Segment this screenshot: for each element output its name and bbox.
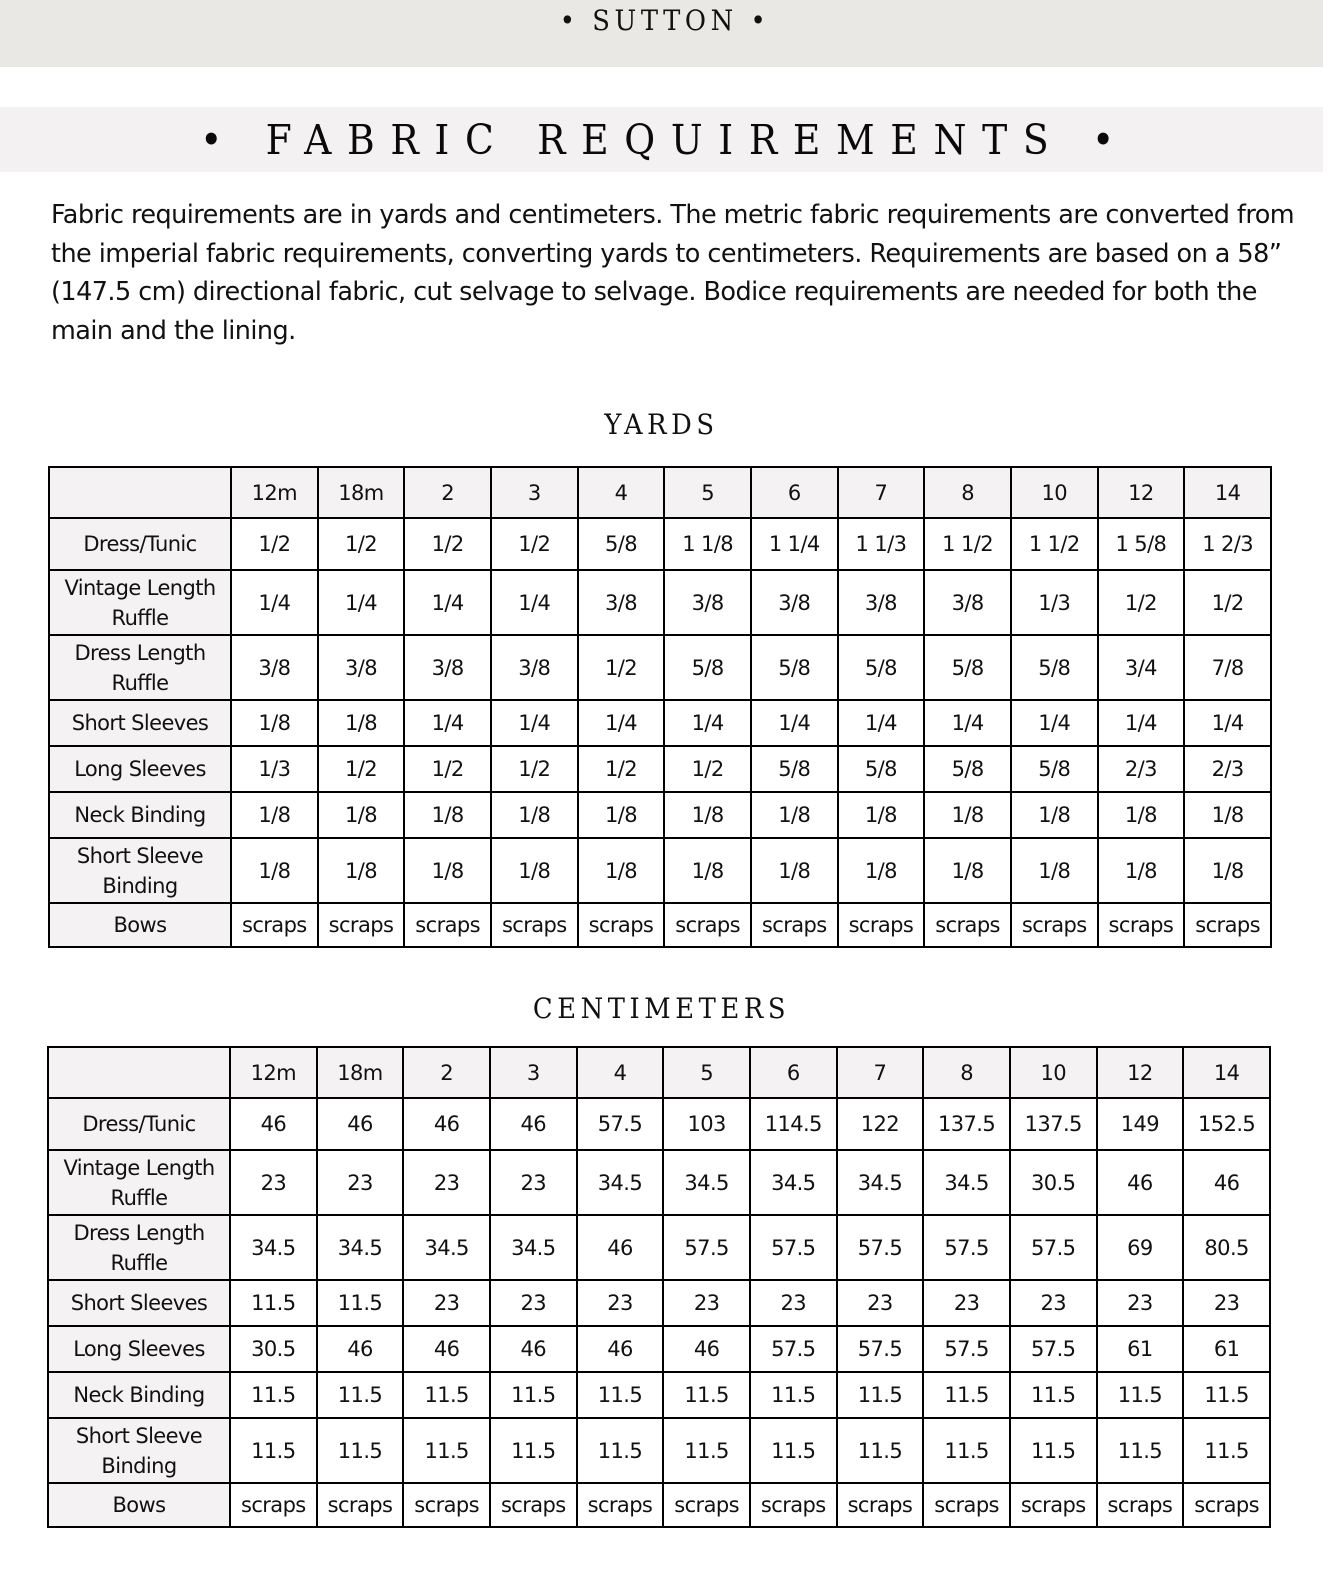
table-cell: 1/4: [491, 700, 578, 746]
table-cell: 11.5: [923, 1418, 1010, 1483]
table-cell: 1/4: [491, 570, 578, 635]
table-cell: 11.5: [230, 1418, 317, 1483]
yards-section-title: YARDS: [604, 408, 719, 441]
intro-paragraph: Fabric requirements are in yards and centimeters. The metric fabric requirements are converted from the imperial fabric requirements, converting yards to centimeters. Requirements are based on a 58” (147.5 cm) directional fabric, cut selvage to selvage. Bodice requirements are needed for both the main and the lining.: [51, 200, 1295, 346]
table-cell: 2/3: [1184, 746, 1271, 792]
table-cell: 11.5: [750, 1372, 837, 1418]
table-cell: scraps: [1184, 903, 1271, 947]
table-cell: scraps: [231, 903, 318, 947]
table-cell: 11.5: [1010, 1418, 1097, 1483]
row-label: Neck Binding: [49, 792, 231, 838]
table-cell: 1/4: [404, 700, 491, 746]
table-cell: 11.5: [317, 1418, 404, 1483]
table-cell: 1/2: [491, 746, 578, 792]
table-cell: 1/8: [578, 792, 665, 838]
table-cell: 11.5: [663, 1372, 750, 1418]
table-cell: 11.5: [1097, 1418, 1184, 1483]
table-cell: scraps: [924, 903, 1011, 947]
table-cell: scraps: [1098, 903, 1185, 947]
table-cell: 46: [1183, 1150, 1270, 1215]
table-cell: 46: [577, 1215, 664, 1280]
size-header: 8: [924, 467, 1011, 518]
table-cell: 5/8: [751, 746, 838, 792]
table-cell: 11.5: [490, 1418, 577, 1483]
table-cell: 1/2: [404, 746, 491, 792]
table-cell: 1/2: [318, 746, 405, 792]
table-cell: 46: [1097, 1150, 1184, 1215]
size-header: 4: [577, 1047, 664, 1098]
table-cell: scraps: [751, 903, 838, 947]
table-cell: 34.5: [230, 1215, 317, 1280]
table-cell: 23: [1097, 1280, 1184, 1326]
table-row: [48, 1150, 1270, 1215]
table-cell: scraps: [837, 1483, 924, 1527]
table-cell: 11.5: [837, 1418, 924, 1483]
table-cell: 30.5: [1010, 1150, 1097, 1215]
table-cell: 5/8: [664, 635, 751, 700]
table-cell: 34.5: [577, 1150, 664, 1215]
table-cell: 1/8: [1184, 792, 1271, 838]
table-cell: 1/8: [924, 838, 1011, 903]
table-row: [49, 635, 1271, 700]
size-header: 14: [1183, 1047, 1270, 1098]
centimeters-section-title: CENTIMETERS: [532, 992, 791, 1025]
size-header: 10: [1011, 467, 1098, 518]
row-label: Vintage Length Ruffle: [48, 1150, 230, 1215]
table-cell: 1/4: [664, 700, 751, 746]
table-cell: 30.5: [230, 1326, 317, 1372]
size-header: 3: [491, 467, 578, 518]
table-cell: 1/4: [924, 700, 1011, 746]
size-header: 12m: [230, 1047, 317, 1098]
table-cell: 57.5: [1010, 1326, 1097, 1372]
table-cell: 1/8: [491, 838, 578, 903]
table-cell: 23: [230, 1150, 317, 1215]
table-cell: 57.5: [577, 1098, 664, 1150]
table-header-row: [49, 467, 1271, 518]
row-label: Bows: [48, 1483, 230, 1527]
table-cell: 5/8: [1011, 746, 1098, 792]
table-cell: 11.5: [1097, 1372, 1184, 1418]
table-cell: 1 1/3: [838, 518, 925, 570]
table-cell: 1/4: [231, 570, 318, 635]
table-row: [49, 700, 1271, 746]
table-cell: 1/8: [231, 838, 318, 903]
table-cell: 5/8: [924, 635, 1011, 700]
table-cell: scraps: [230, 1483, 317, 1527]
table-cell: 1/4: [838, 700, 925, 746]
table-cell: 34.5: [663, 1150, 750, 1215]
row-label: Dress Length Ruffle: [49, 635, 231, 700]
table-cell: 1 1/4: [751, 518, 838, 570]
table-row: [48, 1418, 1270, 1483]
table-cell: 1/8: [838, 792, 925, 838]
centimeters-table: [47, 1046, 1271, 1528]
corner-cell: [48, 1047, 230, 1098]
table-cell: 3/8: [751, 570, 838, 635]
table-row: [49, 746, 1271, 792]
table-cell: 46: [317, 1098, 404, 1150]
table-cell: 1/8: [231, 700, 318, 746]
table-row: [49, 570, 1271, 635]
table-cell: 46: [230, 1098, 317, 1150]
table-cell: 1/2: [1184, 570, 1271, 635]
table-cell: 122: [837, 1098, 924, 1150]
table-cell: 1/3: [1011, 570, 1098, 635]
table-cell: scraps: [838, 903, 925, 947]
table-cell: 23: [1183, 1280, 1270, 1326]
table-cell: 103: [663, 1098, 750, 1150]
table-header-row: [48, 1047, 1270, 1098]
yards-table: [48, 466, 1272, 948]
size-header: 5: [664, 467, 751, 518]
row-label: Vintage Length Ruffle: [49, 570, 231, 635]
table-cell: 34.5: [923, 1150, 1010, 1215]
table-cell: 114.5: [750, 1098, 837, 1150]
table-cell: 1/8: [1011, 838, 1098, 903]
table-cell: 1 5/8: [1098, 518, 1185, 570]
size-header: 2: [404, 467, 491, 518]
table-cell: 5/8: [838, 635, 925, 700]
table-cell: 80.5: [1183, 1215, 1270, 1280]
table-cell: 11.5: [577, 1418, 664, 1483]
table-cell: 1 1/8: [664, 518, 751, 570]
table-cell: 3/8: [491, 635, 578, 700]
size-header: 7: [837, 1047, 924, 1098]
size-header: 12: [1097, 1047, 1184, 1098]
table-cell: 11.5: [663, 1418, 750, 1483]
table-cell: scraps: [403, 1483, 490, 1527]
table-cell: 11.5: [317, 1280, 404, 1326]
table-cell: 23: [317, 1150, 404, 1215]
size-header: 6: [751, 467, 838, 518]
row-label: Long Sleeves: [49, 746, 231, 792]
table-row: [49, 792, 1271, 838]
table-cell: 3/4: [1098, 635, 1185, 700]
table-cell: 149: [1097, 1098, 1184, 1150]
table-cell: 1/8: [1098, 838, 1185, 903]
table-cell: 34.5: [317, 1215, 404, 1280]
table-cell: 57.5: [923, 1215, 1010, 1280]
row-label: Short Sleeves: [49, 700, 231, 746]
page-title: • FABRIC REQUIREMENTS •: [200, 116, 1130, 164]
row-label: Dress/Tunic: [48, 1098, 230, 1150]
table-row: [48, 1483, 1270, 1527]
table-row: [48, 1326, 1270, 1372]
table-cell: 1/8: [751, 838, 838, 903]
table-cell: 1/4: [318, 570, 405, 635]
table-cell: 23: [750, 1280, 837, 1326]
table-cell: 7/8: [1184, 635, 1271, 700]
table-cell: 11.5: [230, 1280, 317, 1326]
table-cell: 46: [403, 1098, 490, 1150]
row-label: Bows: [49, 903, 231, 947]
table-cell: 1/8: [318, 792, 405, 838]
table-cell: 57.5: [750, 1215, 837, 1280]
size-header: 4: [578, 467, 665, 518]
table-cell: 11.5: [837, 1372, 924, 1418]
table-cell: 3/8: [924, 570, 1011, 635]
table-cell: 23: [1010, 1280, 1097, 1326]
size-header: 18m: [317, 1047, 404, 1098]
size-header: 3: [490, 1047, 577, 1098]
table-cell: 57.5: [923, 1326, 1010, 1372]
table-cell: 1/2: [231, 518, 318, 570]
table-cell: 1/8: [578, 838, 665, 903]
size-header: 2: [403, 1047, 490, 1098]
table-row: [48, 1215, 1270, 1280]
table-cell: 1/4: [1184, 700, 1271, 746]
table-cell: 11.5: [230, 1372, 317, 1418]
table-cell: scraps: [664, 903, 751, 947]
table-cell: 1/8: [664, 838, 751, 903]
table-cell: 3/8: [404, 635, 491, 700]
table-cell: 61: [1097, 1326, 1184, 1372]
table-cell: 23: [403, 1150, 490, 1215]
table-cell: 1/4: [404, 570, 491, 635]
table-cell: 152.5: [1183, 1098, 1270, 1150]
table-cell: 1/8: [318, 838, 405, 903]
table-cell: 1/8: [1098, 792, 1185, 838]
table-cell: 5/8: [751, 635, 838, 700]
table-cell: 57.5: [663, 1215, 750, 1280]
table-cell: scraps: [1097, 1483, 1184, 1527]
row-label: Short Sleeve Binding: [49, 838, 231, 903]
table-cell: 46: [317, 1326, 404, 1372]
table-cell: 1/8: [491, 792, 578, 838]
table-cell: 1/8: [1184, 838, 1271, 903]
table-row: [49, 518, 1271, 570]
table-cell: 1/8: [664, 792, 751, 838]
table-cell: 11.5: [750, 1418, 837, 1483]
table-cell: scraps: [663, 1483, 750, 1527]
table-cell: 1/4: [1011, 700, 1098, 746]
table-cell: 46: [490, 1326, 577, 1372]
table-cell: scraps: [577, 1483, 664, 1527]
row-label: Dress/Tunic: [49, 518, 231, 570]
table-cell: 46: [663, 1326, 750, 1372]
table-cell: 34.5: [490, 1215, 577, 1280]
table-cell: 23: [577, 1280, 664, 1326]
table-cell: 1/4: [751, 700, 838, 746]
row-label: Short Sleeves: [48, 1280, 230, 1326]
table-cell: 1 1/2: [924, 518, 1011, 570]
table-cell: 23: [923, 1280, 1010, 1326]
table-cell: 61: [1183, 1326, 1270, 1372]
table-cell: 137.5: [923, 1098, 1010, 1150]
table-cell: 1/4: [578, 700, 665, 746]
table-cell: 1/3: [231, 746, 318, 792]
row-label: Short Sleeve Binding: [48, 1418, 230, 1483]
table-cell: 11.5: [1010, 1372, 1097, 1418]
table-cell: scraps: [1010, 1483, 1097, 1527]
table-cell: 34.5: [750, 1150, 837, 1215]
table-cell: 11.5: [1183, 1372, 1270, 1418]
table-cell: scraps: [404, 903, 491, 947]
table-cell: 1/2: [578, 746, 665, 792]
table-cell: 23: [403, 1280, 490, 1326]
size-header: 6: [750, 1047, 837, 1098]
row-label: Long Sleeves: [48, 1326, 230, 1372]
table-cell: 1 1/2: [1011, 518, 1098, 570]
table-cell: 11.5: [403, 1418, 490, 1483]
table-cell: 3/8: [838, 570, 925, 635]
table-cell: 1/2: [404, 518, 491, 570]
table-cell: 23: [490, 1150, 577, 1215]
table-cell: 34.5: [837, 1150, 924, 1215]
table-cell: 137.5: [1010, 1098, 1097, 1150]
table-cell: 57.5: [837, 1326, 924, 1372]
table-cell: 23: [490, 1280, 577, 1326]
size-header: 12: [1098, 467, 1185, 518]
table-cell: 1/2: [318, 518, 405, 570]
table-cell: 5/8: [838, 746, 925, 792]
size-header: 14: [1184, 467, 1271, 518]
table-cell: scraps: [923, 1483, 1010, 1527]
table-cell: 5/8: [1011, 635, 1098, 700]
size-header: 12m: [231, 467, 318, 518]
table-cell: 11.5: [577, 1372, 664, 1418]
table-cell: 11.5: [923, 1372, 1010, 1418]
table-cell: 2/3: [1098, 746, 1185, 792]
size-header: 7: [838, 467, 925, 518]
table-cell: 1/8: [1011, 792, 1098, 838]
table-cell: 23: [837, 1280, 924, 1326]
table-cell: 5/8: [924, 746, 1011, 792]
table-row: [49, 838, 1271, 903]
table-cell: 46: [577, 1326, 664, 1372]
table-cell: scraps: [1183, 1483, 1270, 1527]
table-cell: 11.5: [490, 1372, 577, 1418]
table-cell: 1/8: [838, 838, 925, 903]
table-cell: 11.5: [403, 1372, 490, 1418]
row-label: Neck Binding: [48, 1372, 230, 1418]
table-cell: 1 2/3: [1184, 518, 1271, 570]
size-header: 18m: [318, 467, 405, 518]
table-cell: 5/8: [578, 518, 665, 570]
table-cell: 69: [1097, 1215, 1184, 1280]
table-cell: 1/2: [491, 518, 578, 570]
size-header: 8: [923, 1047, 1010, 1098]
size-header: 10: [1010, 1047, 1097, 1098]
table-cell: scraps: [750, 1483, 837, 1527]
table-cell: 57.5: [1010, 1215, 1097, 1280]
table-row: [48, 1372, 1270, 1418]
table-cell: 1/8: [404, 838, 491, 903]
size-header: 5: [663, 1047, 750, 1098]
table-cell: 23: [663, 1280, 750, 1326]
table-cell: scraps: [491, 903, 578, 947]
table-cell: scraps: [318, 903, 405, 947]
table-cell: scraps: [317, 1483, 404, 1527]
table-cell: scraps: [1011, 903, 1098, 947]
row-label: Dress Length Ruffle: [48, 1215, 230, 1280]
table-cell: 1/2: [1098, 570, 1185, 635]
table-cell: 1/8: [318, 700, 405, 746]
table-cell: 57.5: [750, 1326, 837, 1372]
table-cell: 1/8: [231, 792, 318, 838]
table-cell: 46: [490, 1098, 577, 1150]
table-row: [48, 1098, 1270, 1150]
table-cell: 3/8: [231, 635, 318, 700]
brand-title: • SUTTON •: [559, 4, 771, 37]
table-cell: 1/2: [664, 746, 751, 792]
table-cell: 11.5: [317, 1372, 404, 1418]
table-cell: 1/8: [404, 792, 491, 838]
table-cell: 57.5: [837, 1215, 924, 1280]
table-cell: scraps: [578, 903, 665, 947]
table-cell: 11.5: [1183, 1418, 1270, 1483]
table-cell: 46: [403, 1326, 490, 1372]
table-row: [49, 903, 1271, 947]
table-cell: scraps: [490, 1483, 577, 1527]
table-cell: 1/2: [578, 635, 665, 700]
table-cell: 1/8: [924, 792, 1011, 838]
table-cell: 3/8: [318, 635, 405, 700]
table-row: [48, 1280, 1270, 1326]
table-cell: 3/8: [664, 570, 751, 635]
table-cell: 3/8: [578, 570, 665, 635]
table-cell: 1/4: [1098, 700, 1185, 746]
table-cell: 1/8: [751, 792, 838, 838]
corner-cell: [49, 467, 231, 518]
table-cell: 34.5: [403, 1215, 490, 1280]
